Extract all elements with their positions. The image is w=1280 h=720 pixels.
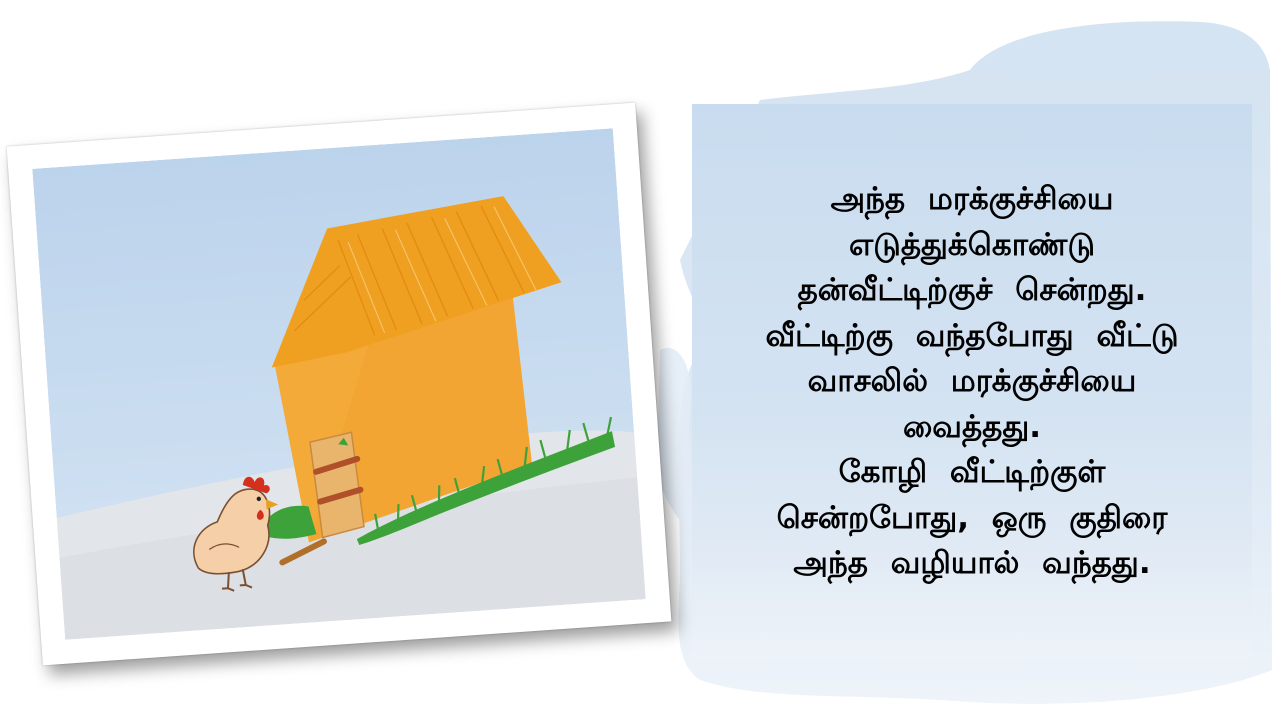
photo-frame bbox=[7, 103, 672, 666]
story-illustration bbox=[32, 128, 646, 639]
illustration-canvas bbox=[32, 128, 646, 639]
story-text: அந்த மரக்குச்சியை எடுத்துக்கொண்டு தன்வீட்டிற்குச் சென்றது. வீட்டிற்கு வந்தபோது வீட்டு வாசலில் மரக்குச்சியை வைத்தது. கோழி வீட்டிற்குள் சென்றபோது, ஒரு குதிரை அந்த வழியால் வந்தது. bbox=[765, 181, 1179, 582]
story-text-panel bbox=[692, 104, 1252, 660]
